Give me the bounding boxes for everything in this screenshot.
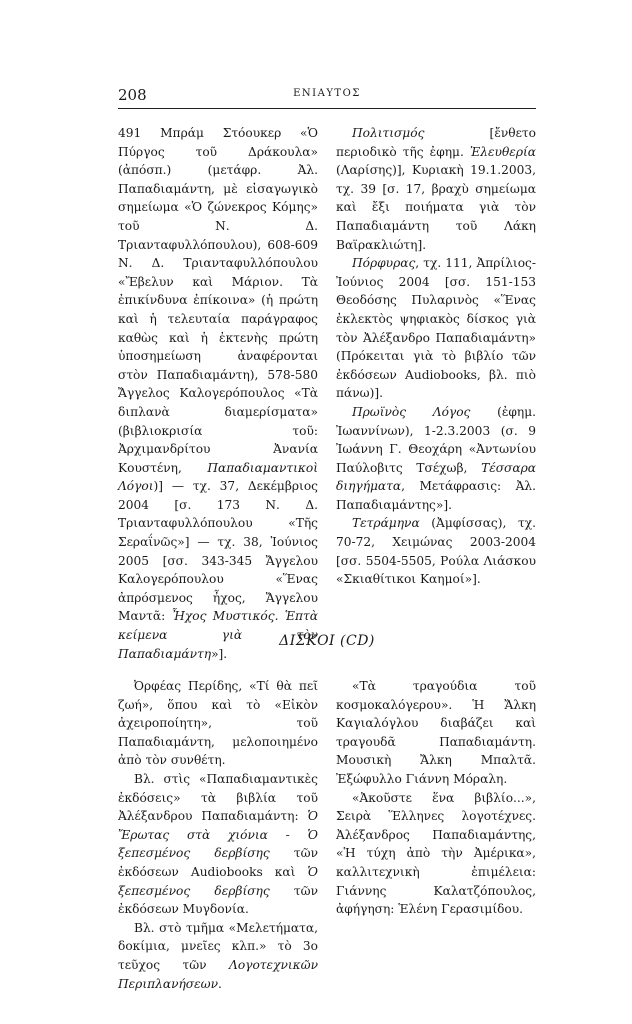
entry-text: τῶν ἐκδόσεων Audiobooks καὶ (118, 846, 318, 879)
column-top-left (118, 124, 318, 663)
entry-text: Βλ. στὶς «Παπαδιαμαντικὲς ἐκδόσεις» τὰ βιβλία τοῦ Ἀλέξανδρου Παπαδιαμάντη: (118, 771, 318, 824)
entry-text: , τχ. 111, Ἀπρίλιος-Ἰούνιος 2004 [σσ. 151-153 Θεοδόσης Πυλαρινὸς «Ἕνας ἐκλεκτὸς ψηφιακὸς δίσκος γιὰ τὸν Ἀλέξανδρο Παπαδιαμάντη» (Πρόκειται γιὰ τὸ βιβλίο τῶν ἐκδόσεων Audiobooks, βλ. πιὸ πάνω)]. (336, 256, 536, 401)
entry-paragraph (336, 124, 536, 254)
entry-text: (Ἀμφίσσας), τχ. 70-72, Χειμώνας 2003-2004 [σσ. 5504-5505, Ρούλα Λιάσκου «Σκιαθίτικοι Καημοί»]. (336, 516, 536, 587)
running-title: ΕΝΙΑΥΤΟΣ (293, 88, 361, 99)
page-header (118, 86, 536, 108)
entry-italic-title: Παπαδιαμαντικοὶ Λόγοι (118, 460, 318, 494)
entry-text: τῶν ἐκδόσεων Μυγδονία. (118, 883, 318, 917)
section-title: ΔΙΣΚΟΙ (CD) (279, 633, 375, 649)
entry-paragraph: Ὀρφέας Περίδης, «Τί θὰ πεῖ ζωή», ὅπου καὶ τὸ «Εἰκὸν ἀχειροποίητη», τοῦ Παπαδιαμάντη, μελοποιημένο ἀπὸ τὸν συνθέτη. (118, 679, 318, 768)
entry-paragraph (336, 514, 536, 588)
entry-italic-title: Τέσσαρα διηγήματα (336, 460, 536, 494)
entry-italic-title: Πολιτισμός (352, 126, 425, 140)
column-bottom-right (336, 677, 536, 919)
entry-italic-title: Λογοτεχνικῶν Περιπλανήσεων (118, 957, 318, 991)
entry-text: (Λαρίσης)], Κυριακὴ 19.1.2003, τχ. 39 [σ. 17, βραχὺ σημείωμα καὶ ἔξι ποιήματα γιὰ τὸν Παπαδιαμάντη τοῦ Λάκη Βαϊρακλιώτη]. (336, 163, 536, 252)
entry-paragraph: «Ἀκοῦστε ἕνα βιβλίο...», Σειρὰ Ἕλληνες λογοτέχνες. Ἀλέξανδρος Παπαδιαμάντης, «Ἡ τύχη ἀπὸ τὴν Ἀμέρικα», καλλιτεχνικὴ ἐπιμέλεια: Γιάννης Καλατζόπουλος, ἀφήγηση: Ἑλένη Γερασιμίδου. (336, 790, 536, 917)
entry-paragraph (118, 919, 318, 993)
entry-text: . (218, 976, 222, 991)
entry-italic-title: Ἐλευθερία (469, 144, 536, 159)
entry-paragraph (336, 254, 536, 403)
page-number: 208 (118, 86, 147, 104)
entry-paragraph (336, 403, 536, 515)
entry-text: »]. (211, 646, 228, 661)
entry-italic-title: Ὁ ξεπεσμένος δερβίσης (118, 864, 318, 898)
entry-text: , Μετάφρασις: Ἀλ. Παπαδιαμάντης»]. (336, 479, 536, 512)
entry-paragraph (118, 770, 318, 919)
entry-italic-title: Πρωϊνὸς Λόγος (352, 404, 471, 419)
entry-text: )] — τχ. 37, Δεκέμβριος 2004 [σ. 173 Ν. Δ. Τριανταφυλλόπουλου «Τῆς Σεραΐνῶς»] — τχ. 38, Ἰούνιος 2005 [σσ. 343-345 Ἄγγελου Καλογερόπουλου «Ἕνας ἀπρόσμενος ἦχος, Ἄγγελου Μαντᾶ: (118, 479, 318, 624)
entry-text: [ἔνθετο περιοδικὸ τῆς ἐφημ. (336, 126, 536, 159)
entry-text: (ἐφημ. Ἰωαννίνων), 1-2.3.2003 (σ. 9 Ἰωάννη Γ. Θεοχάρη «Ἀντωνίου Παύλοβιτς Τσέχωβ, (336, 404, 536, 475)
entry-paragraph: «Τὰ τραγούδια τοῦ κοσμοκαλόγερου». Ἡ Ἄλκη Καγιαλόγλου διαβάζει καὶ τραγουδᾶ Παπαδιαμάντη. Μουσικὴ Ἄλκη Μπαλτᾶ. Ἐξώφυλλο Γιάννη Μόραλη. (336, 679, 536, 786)
entry-italic-title: Ἦχος Μυστικός. Ἑπτὰ κείμενα γιὰ τὸν Παπαδιαμάντη (118, 609, 319, 661)
entry-paragraph (118, 124, 318, 663)
column-bottom-left (118, 677, 318, 993)
header-rule (118, 108, 536, 109)
entry-italic-title: Πόρφυρας (352, 256, 416, 271)
column-top-right (336, 124, 536, 589)
entry-text: 491 Μπράμ Στόουκερ «Ὁ Πύργος τοῦ Δράκουλα» (ἀπόσπ.) (μετάφρ. Ἀλ. Παπαδιαμάντη, μὲ εἰσαγωγικὸ σημείωμα «Ὁ ζώνεκρος Κόμης» τοῦ Ν. Δ. Τριανταφυλλόπουλου), 608-609 Ν. Δ. Τριανταφυλλόπουλου «Ἔβελυν καὶ Μάριον. Τὰ ἐπικίνδυνα ἐπίκοινα» (ἡ πρώτη καὶ ἡ τελευταία παράγραφος καθὼς καὶ ἡ ἐκτενὴς πρώτη ὑποσημείωση ἀναφέρονται στὸν Παπαδιαμάντη), 578-580 Ἄγγελος Καλογερόπουλος «Τὰ διπλανὰ διαμερίσματα» (βιβλιοκρισία τοῦ: Ἀρχιμανδρίτου Ἀνανία Κουστένη, (118, 126, 318, 475)
entry-italic-title: Τετράμηνα (352, 516, 420, 531)
entry-italic-title: Ὁ Ἔρωτας στὰ χιόνια - Ὁ ξεπεσμένος δερβίσης (118, 809, 318, 861)
entry-text: Βλ. στὸ τμῆμα «Μελετήματα, δοκίμια, μνεῖες κλπ.» τὸ 3ο τεῦχος τῶν (118, 920, 318, 972)
